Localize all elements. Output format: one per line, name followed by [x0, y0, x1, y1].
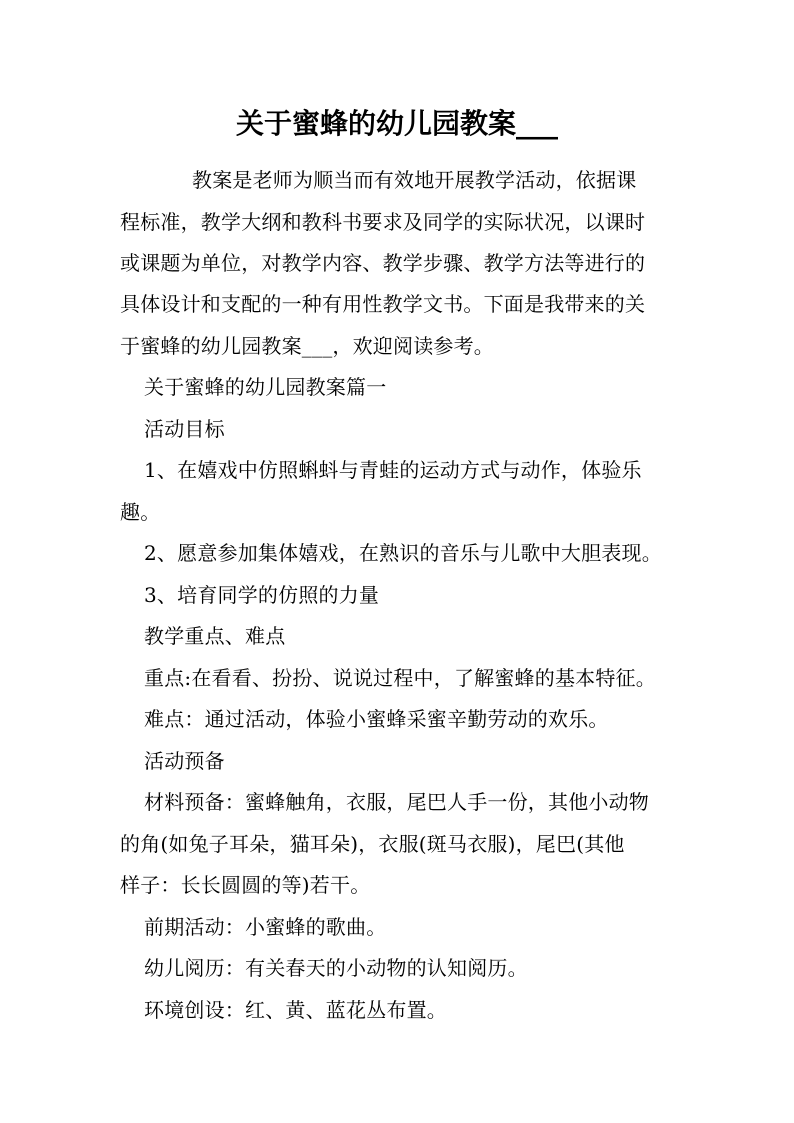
materials-line-1: 材料预备：蜜蜂触角，衣服，尾巴人手一份，其他小动物 — [144, 790, 649, 814]
heading-key-points: 教学重点、难点 — [144, 624, 286, 648]
environment-setup: 环境创设：红、黄、蓝花丛布置。 — [144, 998, 447, 1022]
intro-line-4: 具体设计和支配的一种有用性教学文书。下面是我带来的关 — [120, 292, 646, 316]
difficulty-point: 难点：通过活动，体验小蜜蜂采蜜辛勤劳动的欢乐。 — [144, 707, 609, 731]
intro-line-1: 教案是老师为顺当而有效地开展教学活动，依据课 — [192, 168, 637, 192]
goal-3: 3、培育同学的仿照的力量 — [144, 583, 380, 607]
intro-line-5: 于蜜蜂的幼儿园教案___，欢迎阅读参考。 — [120, 334, 494, 358]
goal-2: 2、愿意参加集体嬉戏，在熟识的音乐与儿歌中大胆表现。 — [144, 541, 662, 565]
child-experience: 幼儿阅历：有关春天的小动物的认知阅历。 — [144, 956, 528, 980]
document-title: 关于蜜蜂的幼儿园教案___ — [235, 107, 558, 140]
materials-line-2: 的角(如兔子耳朵，猫耳朵)，衣服(斑马衣服)，尾巴(其他 — [120, 832, 625, 856]
heading-preparation: 活动预备 — [144, 749, 225, 773]
intro-line-3: 或课题为单位，对教学内容、教学步骤、教学方法等进行的 — [120, 251, 646, 275]
goal-1-continued: 趣。 — [120, 500, 161, 524]
materials-line-3: 样子：长长圆圆的等)若干。 — [120, 873, 371, 897]
section-heading: 关于蜜蜂的幼儿园教案篇一 — [144, 375, 387, 399]
goal-1: 1、在嬉戏中仿照蝌蚪与青蛙的运动方式与动作，体验乐 — [144, 458, 642, 482]
intro-line-2: 程标准，教学大纲和教科书要求及同学的实际状况，以课时 — [120, 210, 646, 234]
prior-activity: 前期活动：小蜜蜂的歌曲。 — [144, 915, 387, 939]
key-point: 重点:在看看、扮扮、说说过程中，了解蜜蜂的基本特征。 — [144, 666, 656, 690]
heading-goals: 活动目标 — [144, 417, 225, 441]
